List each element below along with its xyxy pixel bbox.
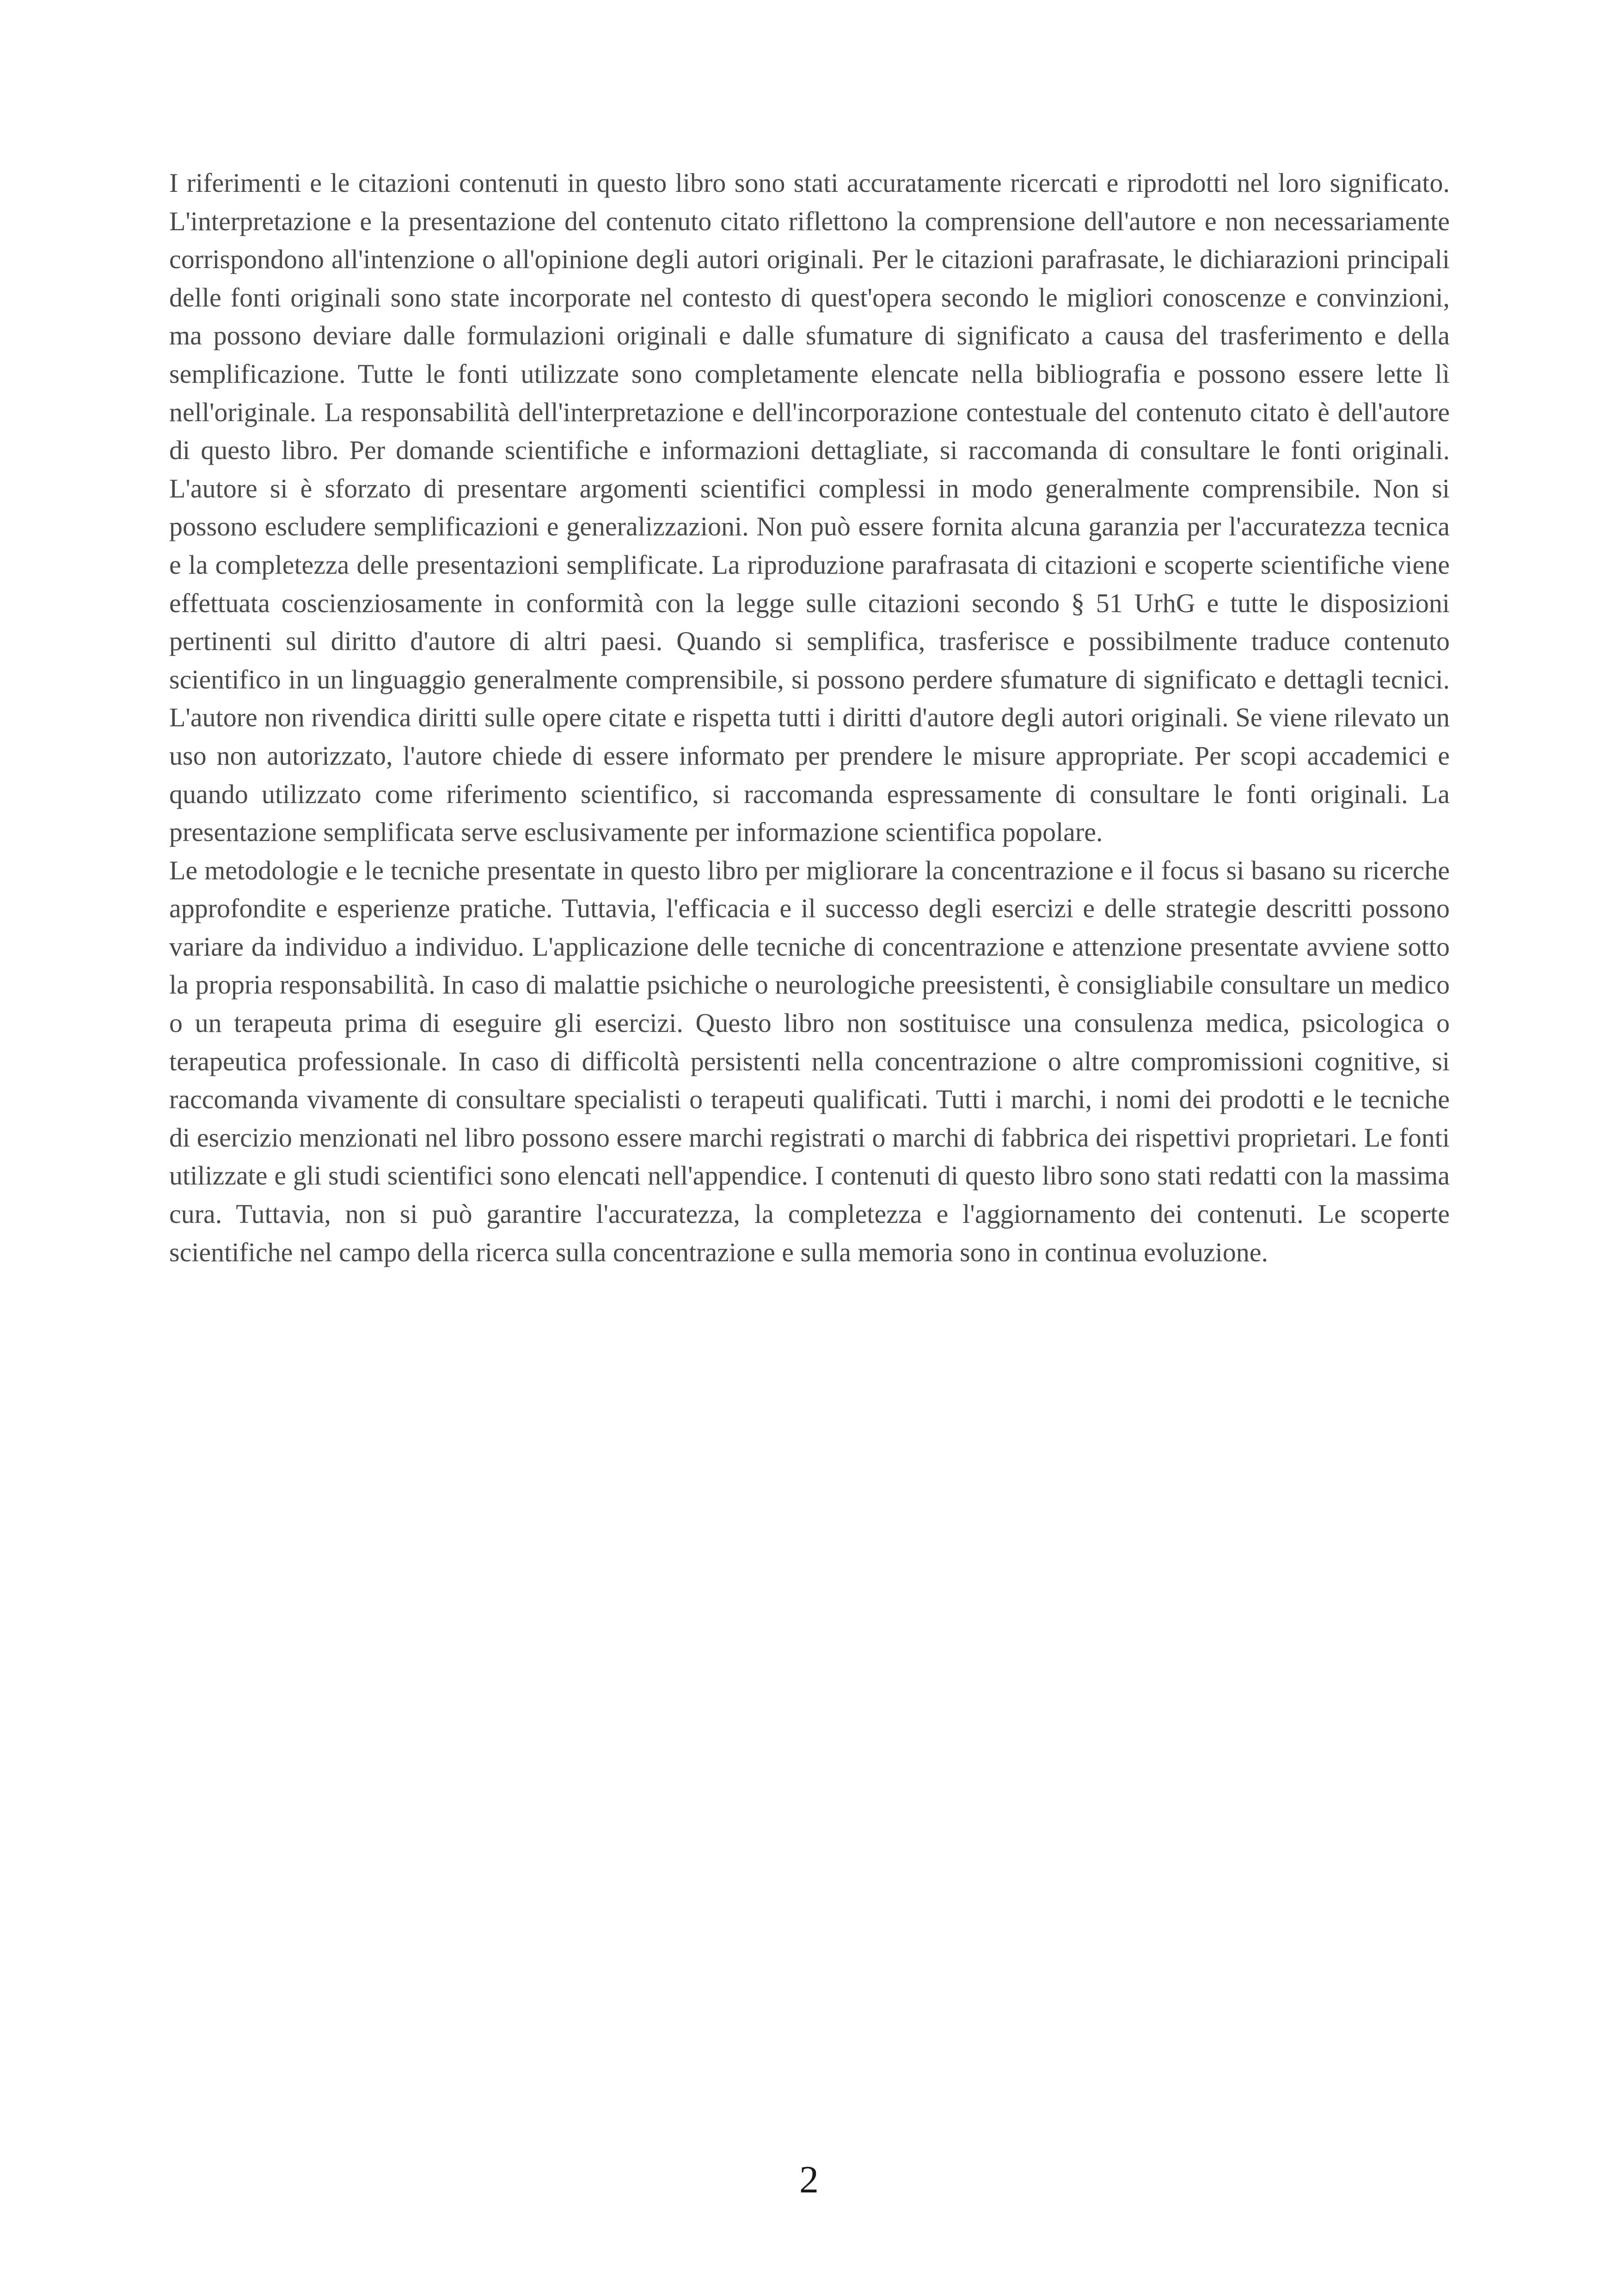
body-text	[169, 164, 1450, 1271]
disclaimer-paragraph-citations: I riferimenti e le citazioni contenuti in questo libro sono stati accuratamente ricercati e riprodotti nel loro significato. L'interpretazione e la presentazione del contenuto citato riflettono la comprensione dell'autore e non necessariamente corrispondono all'intenzione o all'opinione degli autori originali. Per le citazioni parafrasate, le dichiarazioni principali delle fonti originali sono state incorporate nel contesto di quest'opera secondo le migliori conoscenze e convinzioni, ma possono deviare dalle formulazioni originali e dalle sfumature di significato a causa del trasferimento e della semplificazione. Tutte le fonti utilizzate sono completamente elencate nella bibliografia e possono essere lette lì nell'originale. La responsabilità dell'interpretazione e dell'incorporazione contestuale del contenuto citato è dell'autore di questo libro. Per domande scientifiche e informazioni dettagliate, si raccomanda di consultare le fonti originali. L'autore si è sforzato di presentare argomenti scientifici complessi in modo generalmente comprensibile. Non si possono escludere semplificazioni e generalizzazioni. Non può essere fornita alcuna garanzia per l'accuratezza tecnica e la completezza delle presentazioni semplificate. La riproduzione parafrasata di citazioni e scoperte scientifiche viene effettuata coscienziosamente in conformità con la legge sulle citazioni secondo § 51 UrhG e tutte le disposizioni pertinenti sul diritto d'autore di altri paesi. Quando si semplifica, trasferisce e possibilmente traduce contenuto scientifico in un linguaggio generalmente comprensibile, si possono perdere sfumature di significato e dettagli tecnici. L'autore non rivendica diritti sulle opere citate e rispetta tutti i diritti d'autore degli autori originali. Se viene rilevato un uso non autorizzato, l'autore chiede di essere informato per prendere le misure appropriate. Per scopi accademici e quando utilizzato come riferimento scientifico, si raccomanda espressamente di consultare le fonti originali. La presentazione semplificata serve esclusivamente per informazione scientifica popolare.	[169, 168, 1450, 847]
page-number: 2	[799, 2158, 819, 2201]
disclaimer-paragraph-methods: Le metodologie e le tecniche presentate in questo libro per migliorare la concentrazione e il focus si basano su ricerche approfondite e esperienze pratiche. Tuttavia, l'efficacia e il successo degli esercizi e delle strategie descritti possono variare da individuo a individuo. L'applicazione delle tecniche di concentrazione e attenzione presentate avviene sotto la propria responsabilità. In caso di malattie psichiche o neurologiche preesistenti, è consigliabile consultare un medico o un terapeuta prima di eseguire gli esercizi. Questo libro non sostituisce una consulenza medica, psicologica o terapeutica professionale. In caso di difficoltà persistenti nella concentrazione o altre compromissioni cognitive, si raccomanda vivamente di consultare specialisti o terapeuti qualificati. Tutti i marchi, i nomi dei prodotti e le tecniche di esercizio menzionati nel libro possono essere marchi registrati o marchi di fabbrica dei rispettivi proprietari. Le fonti utilizzate e gli studi scientifici sono elencati nell'appendice. I contenuti di questo libro sono stati redatti con la massima cura. Tuttavia, non si può garantire l'accuratezza, la completezza e l'aggiornamento dei contenuti. Le scoperte scientifiche nel campo della ricerca sulla concentrazione e sulla memoria sono in continua evoluzione.	[169, 855, 1450, 1267]
